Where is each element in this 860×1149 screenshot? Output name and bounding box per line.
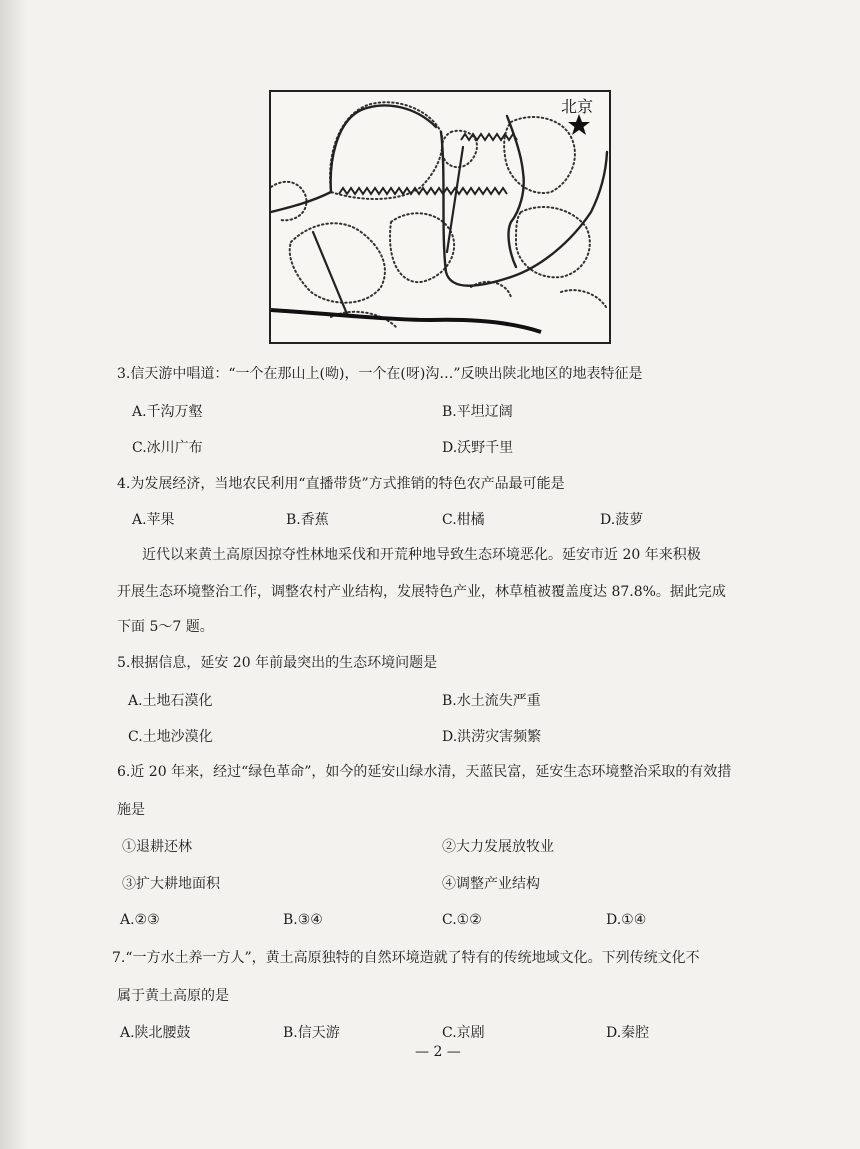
q3-option-c: C.冰川广布 — [132, 440, 203, 456]
q7-option-b: B.信天游 — [283, 1025, 340, 1041]
q5-stem: 5.根据信息，延安 20 年前最突出的生态环境问题是 — [117, 655, 438, 671]
q5-option-d: D.洪涝灾害频繁 — [442, 729, 542, 745]
q6-item-3: ③扩大耕地面积 — [122, 876, 220, 892]
q4-option-c: C.柑橘 — [442, 512, 485, 528]
passage-line-1: 近代以来黄土高原因掠夺性林地采伐和开荒种地导致生态环境恶化。延安市近 20 年来积极 — [142, 547, 701, 563]
q6-item-2: ②大力发展放牧业 — [442, 839, 554, 855]
passage-line-2: 开展生态环境整治工作，调整农村产业结构，发展特色产业，林草植被覆盖度达 87.8%。据此完成 — [117, 584, 726, 600]
q7-option-d: D.秦腔 — [606, 1025, 650, 1041]
q6-stem-line-1: 6.近 20 年来，经过“绿色革命”，如今的延安山绿水清，天蓝民富，延安生态环境整治采取的有效措 — [117, 764, 732, 780]
q4-stem: 4.为发展经济，当地农民利用“直播带货”方式推销的特色农产品最可能是 — [117, 476, 565, 492]
q3-option-b: B.平坦辽阔 — [442, 404, 513, 420]
q5-option-a: A.土地石漠化 — [128, 693, 213, 709]
q7-stem-line-2: 属于黄土高原的是 — [117, 988, 229, 1004]
q7-stem-line-1: 7.“一方水土养一方人”，黄土高原独特的自然环境造就了特有的传统地域文化。下列传统文化不 — [112, 950, 700, 966]
q7-option-a: A.陕北腰鼓 — [120, 1025, 191, 1041]
q3-stem: 3.信天游中唱道：“一个在那山上(呦)，一个在(呀)沟…”反映出陕北地区的地表特征是 — [117, 366, 643, 382]
q5-option-c: C.土地沙漠化 — [128, 729, 213, 745]
q6-option-a: A.②③ — [120, 912, 160, 928]
scan-edge-shadow — [0, 0, 28, 1149]
passage-line-3: 下面 5～7 题。 — [117, 619, 214, 635]
q6-stem-line-2: 施是 — [117, 802, 145, 818]
beijing-star-icon — [568, 114, 590, 135]
q4-option-a: A.苹果 — [132, 512, 175, 528]
q6-option-c: C.①② — [442, 912, 482, 928]
q6-item-1: ①退耕还林 — [122, 839, 192, 855]
page-number: — 2 — — [415, 1044, 461, 1060]
loess-plateau-map — [269, 90, 611, 344]
q3-option-a: A.千沟万壑 — [132, 404, 203, 420]
map-label-beijing: 北京 — [561, 97, 594, 116]
q4-option-d: D.菠萝 — [600, 512, 644, 528]
q3-option-d: D.沃野千里 — [442, 440, 514, 456]
map-drawing — [271, 92, 609, 342]
q6-item-4: ④调整产业结构 — [442, 876, 540, 892]
q7-option-c: C.京剧 — [442, 1025, 485, 1041]
q6-option-d: D.①④ — [606, 912, 647, 928]
q5-option-b: B.水土流失严重 — [442, 693, 541, 709]
q6-option-b: B.③④ — [283, 912, 323, 928]
q4-option-b: B.香蕉 — [286, 512, 329, 528]
